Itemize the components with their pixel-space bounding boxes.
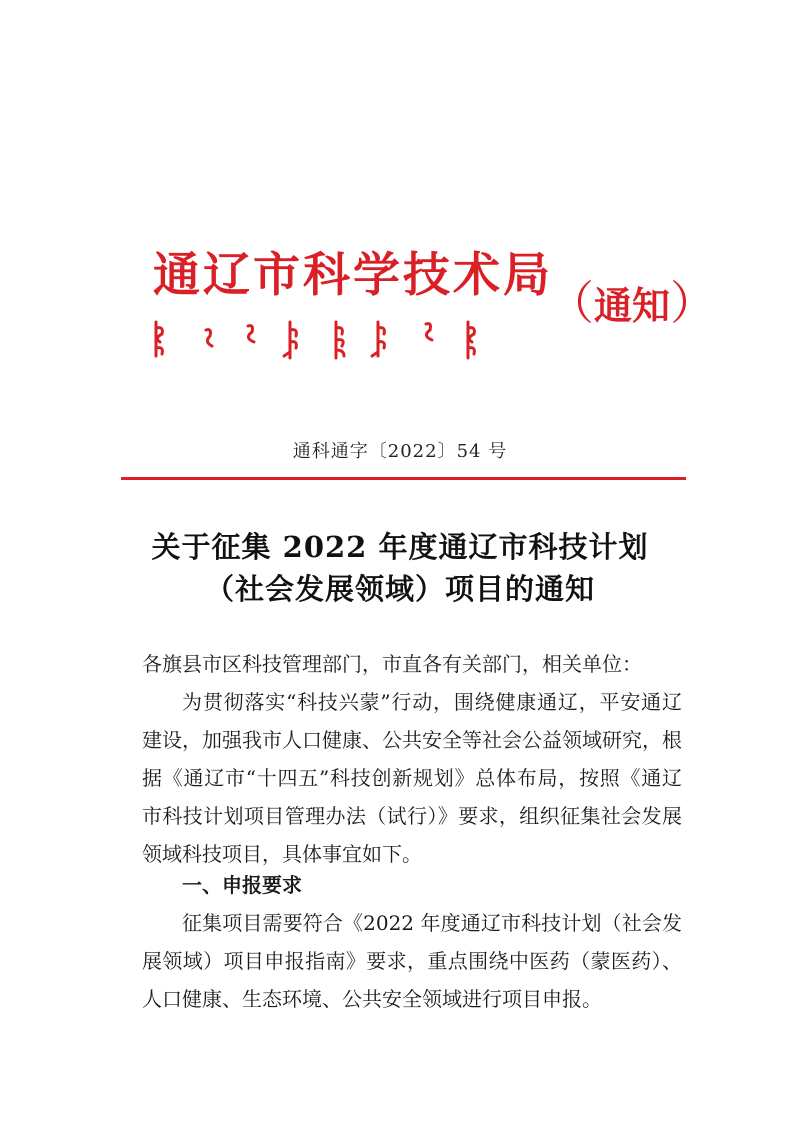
salutation: 各旗县市区科技管理部门，市直各有关部门，相关单位： <box>142 652 642 676</box>
document-type-label: （通知） <box>548 276 717 330</box>
red-divider-line <box>121 477 686 480</box>
intro-paragraph: 为贯彻落实“科技兴蒙”行动，围绕健康通辽，平安通辽建设，加强我市人口健康、公共安全等社会公益领域研究，根据《通辽市“十四五”科技创新规划》总体布局，按照《通辽市科技计划项目管理办法（试行）》要求，组织征集社会发展领域科技项目，具体事宜如下。 <box>142 690 682 866</box>
issuing-organization-name: 通辽市科学技术局 <box>153 248 553 303</box>
document-title-line-1: 关于征集 2022 年度通辽市科技计划 <box>151 530 649 564</box>
document-type-text: 通知 <box>594 283 671 328</box>
document-title-line-2: （社会发展领域）项目的通知 <box>204 572 595 606</box>
mongolian-script-org-name <box>150 316 500 362</box>
section-heading-requirements: 一、申报要求 <box>182 873 302 897</box>
requirements-paragraph: 征集项目需要符合《2022 年度通辽市科技计划（社会发展领域）项目申报指南》要求，重点围绕中医药（蒙医药）、人口健康、生态环境、公共安全领域进行项目申报。 <box>142 911 682 1011</box>
document-number: 通科通字〔2022〕54 号 <box>292 441 508 462</box>
